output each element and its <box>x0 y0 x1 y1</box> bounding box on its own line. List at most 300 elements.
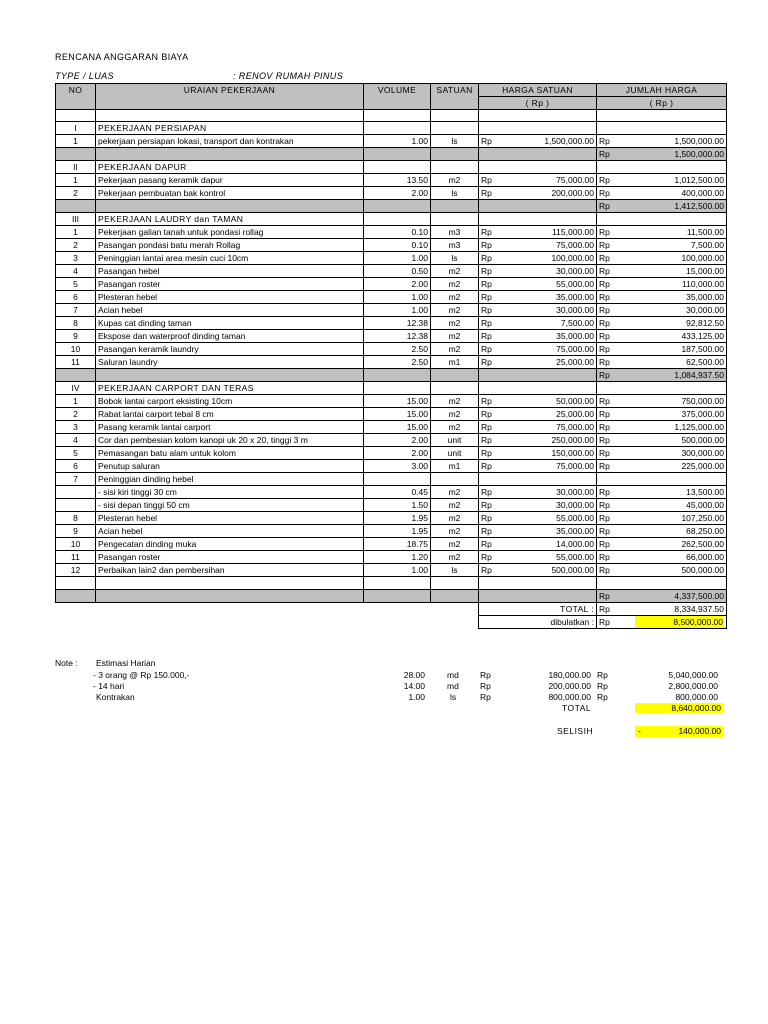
currency-label: Rp <box>481 461 492 472</box>
grand-total-value: 8,334,937.50 <box>674 603 724 614</box>
item-number: 1 <box>56 174 96 187</box>
rounded-total-value: 8,500,000.00 <box>635 616 724 628</box>
item-number: 5 <box>56 447 96 460</box>
item-total <box>597 239 727 252</box>
item-total <box>597 486 727 499</box>
section-title: PEKERJAAN LAUDRY dan TAMAN <box>96 213 364 226</box>
header-uraian: URAIAN PEKERJAAN <box>96 84 364 110</box>
item-number: 4 <box>56 265 96 278</box>
item-number: 5 <box>56 278 96 291</box>
section-subtotal <box>597 200 727 213</box>
currency-label: Rp <box>481 487 492 498</box>
item-unit: m2 <box>431 486 479 499</box>
subtotal-row <box>56 200 727 213</box>
item-volume: 0.10 <box>364 226 431 239</box>
note-row-qty: 14.00 <box>403 681 425 691</box>
note-row-desc: - 14 hari <box>93 681 125 691</box>
currency-label: Rp <box>481 565 492 576</box>
note-row-qty: 1.00 <box>408 692 425 702</box>
table-row <box>56 252 727 265</box>
table-header-row <box>56 84 727 97</box>
project-name: : RENOV RUMAH PINUS <box>233 71 344 81</box>
section-subtotal-value: 1,084,937.50 <box>674 370 724 381</box>
currency-label: Rp <box>599 266 610 277</box>
table-row <box>56 551 727 564</box>
blank-row <box>56 577 727 589</box>
item-unit: ls <box>431 564 479 577</box>
item-price <box>479 395 597 408</box>
item-total-value: 107,250.00 <box>681 513 724 524</box>
item-description: Ekspose dan waterproof dinding taman <box>96 330 364 343</box>
item-number: 3 <box>56 252 96 265</box>
item-total-value: 66,000.00 <box>686 552 724 563</box>
currency-label: Rp <box>599 500 610 511</box>
table-row <box>56 395 727 408</box>
item-total <box>597 317 727 330</box>
item-total-value: 262,500.00 <box>681 539 724 550</box>
item-description: Penutup saluran <box>96 460 364 473</box>
item-price-value: 30,000.00 <box>556 487 594 498</box>
item-unit: m3 <box>431 239 479 252</box>
item-total-value: 92,812.50 <box>686 318 724 329</box>
currency-label: Rp <box>481 422 492 433</box>
item-number: 9 <box>56 525 96 538</box>
subtotal-row <box>56 369 727 382</box>
total-row <box>56 602 727 615</box>
item-price <box>479 499 597 512</box>
item-description: Pekerjaan pembuatan bak kontrol <box>96 187 364 200</box>
item-total <box>597 564 727 577</box>
rounded-row <box>56 615 727 628</box>
item-description: Pasangan roster <box>96 278 364 291</box>
note-row-unit: md <box>447 670 459 680</box>
item-description: Pasangan pondasi batu merah Rollag <box>96 239 364 252</box>
item-total <box>597 265 727 278</box>
subtotal-row <box>56 589 727 602</box>
item-unit: m2 <box>431 395 479 408</box>
item-total-value: 187,500.00 <box>681 344 724 355</box>
item-unit: m2 <box>431 291 479 304</box>
currency-label: Rp <box>481 526 492 537</box>
budget-table <box>55 83 727 629</box>
item-total-value: 400,000.00 <box>681 188 724 199</box>
item-price <box>479 265 597 278</box>
section-header-row <box>56 161 727 174</box>
currency-label: Rp <box>599 513 610 524</box>
item-unit: m2 <box>431 304 479 317</box>
item-total <box>597 252 727 265</box>
table-row <box>56 343 727 356</box>
item-number: 3 <box>56 421 96 434</box>
item-number: 11 <box>56 356 96 369</box>
header-volume: VOLUME <box>364 84 431 110</box>
note-row-total: 800,000.00 <box>675 692 718 702</box>
item-price <box>479 330 597 343</box>
item-volume: 0.45 <box>364 486 431 499</box>
item-unit: ls <box>431 252 479 265</box>
item-description: Saluran laundry <box>96 356 364 369</box>
note-title: Estimasi Harian <box>96 658 156 668</box>
item-number: 4 <box>56 434 96 447</box>
currency-label: Rp <box>481 344 492 355</box>
item-volume: 1.95 <box>364 525 431 538</box>
item-unit <box>431 473 479 486</box>
currency-label: Rp <box>481 318 492 329</box>
note-row-total: 2,800,000.00 <box>668 681 718 691</box>
item-volume: 12.38 <box>364 330 431 343</box>
currency-label: Rp <box>481 136 492 147</box>
item-price <box>479 252 597 265</box>
section-header-row <box>56 382 727 395</box>
item-price <box>479 317 597 330</box>
currency-label: Rp <box>599 565 610 576</box>
item-total <box>597 330 727 343</box>
item-total <box>597 343 727 356</box>
item-number: 1 <box>56 395 96 408</box>
section-subtotal-value: 4,337,500.00 <box>674 590 724 601</box>
table-row <box>56 278 727 291</box>
item-total-value: 13,500.00 <box>686 487 724 498</box>
item-total-value: 100,000.00 <box>681 253 724 264</box>
currency-label: Rp <box>481 513 492 524</box>
table-row <box>56 239 727 252</box>
currency-label: Rp <box>599 201 610 212</box>
section-title: PEKERJAAN PERSIAPAN <box>96 122 364 135</box>
item-price <box>479 174 597 187</box>
selisih-label: SELISIH <box>557 726 594 736</box>
item-description: Cor dan pembesian kolom kanopi uk 20 x 20, tinggi 3 m <box>96 434 364 447</box>
header-jumlah-unit: ( Rp ) <box>597 97 727 110</box>
item-price <box>479 187 597 200</box>
note-row-qty: 28.00 <box>403 670 425 680</box>
currency-label: Rp <box>481 448 492 459</box>
item-volume: 1.95 <box>364 512 431 525</box>
item-price-value: 500,000.00 <box>551 565 594 576</box>
currency-label: Rp <box>599 331 610 342</box>
currency-label: Rp <box>599 253 610 264</box>
currency-label: Rp <box>599 149 610 160</box>
item-price <box>479 460 597 473</box>
currency-label: Rp <box>481 292 492 303</box>
item-volume: 3.00 <box>364 460 431 473</box>
table-row <box>56 473 727 486</box>
currency-label: Rp <box>599 603 610 614</box>
item-unit: m2 <box>431 538 479 551</box>
item-total <box>597 499 727 512</box>
table-row <box>56 187 727 200</box>
currency-label: Rp <box>599 590 610 601</box>
item-price-value: 75,000.00 <box>556 344 594 355</box>
item-unit: m1 <box>431 460 479 473</box>
currency-label: Rp <box>599 552 610 563</box>
item-total-value: 300,000.00 <box>681 448 724 459</box>
item-price-value: 100,000.00 <box>551 253 594 264</box>
currency-label: Rp <box>599 461 610 472</box>
item-description: Acian hebel <box>96 525 364 538</box>
currency-label: Rp <box>481 331 492 342</box>
currency-label: Rp <box>481 396 492 407</box>
item-total <box>597 278 727 291</box>
item-price <box>479 538 597 551</box>
currency-label: Rp <box>481 253 492 264</box>
item-price-value: 25,000.00 <box>556 409 594 420</box>
item-description: Pekerjaan pasang keramik dapur <box>96 174 364 187</box>
item-description: Peninggian dinding hebel <box>96 473 364 486</box>
item-total <box>597 460 727 473</box>
item-volume: 2.50 <box>364 356 431 369</box>
item-total-value: 1,012,500.00 <box>674 175 724 186</box>
item-unit: m2 <box>431 265 479 278</box>
item-price-value: 30,000.00 <box>556 500 594 511</box>
table-row <box>56 434 727 447</box>
type-label: TYPE / LUAS <box>55 71 114 81</box>
item-description: Pasangan roster <box>96 551 364 564</box>
currency-label: Rp <box>599 188 610 199</box>
currency-label: Rp <box>599 539 610 550</box>
note-row-price: 180,000.00 <box>548 670 591 680</box>
section-subtotal <box>597 148 727 161</box>
item-unit: ls <box>431 135 479 148</box>
item-unit: m2 <box>431 317 479 330</box>
table-row <box>56 447 727 460</box>
item-number: 1 <box>56 226 96 239</box>
currency-label: Rp <box>481 188 492 199</box>
currency-label: Rp <box>599 396 610 407</box>
item-volume: 18.75 <box>364 538 431 551</box>
item-unit: m2 <box>431 551 479 564</box>
currency-label: Rp <box>599 370 610 381</box>
document-title: RENCANA ANGGARAN BIAYA <box>55 52 189 62</box>
item-unit: ls <box>431 187 479 200</box>
item-total <box>597 551 727 564</box>
item-number: 11 <box>56 551 96 564</box>
item-price <box>479 343 597 356</box>
item-total-value: 110,000.00 <box>682 279 724 290</box>
item-number: 6 <box>56 291 96 304</box>
item-price-value: 75,000.00 <box>556 240 594 251</box>
currency-label: Rp <box>481 435 492 446</box>
item-description: Kupas cat dinding taman <box>96 317 364 330</box>
section-title: PEKERJAAN DAPUR <box>96 161 364 174</box>
item-total-value: 1,500,000.00 <box>674 136 724 147</box>
item-total <box>597 174 727 187</box>
item-total <box>597 512 727 525</box>
section-subtotal-value: 1,500,000.00 <box>674 149 724 160</box>
note-row-unit: md <box>447 681 459 691</box>
item-description: - sisi depan tinggi 50 cm <box>96 499 364 512</box>
item-unit: m2 <box>431 408 479 421</box>
item-price-value: 115,000.00 <box>552 227 594 238</box>
item-price-value: 35,000.00 <box>556 292 594 303</box>
item-price-value: 150,000.00 <box>551 448 594 459</box>
item-volume: 2.00 <box>364 278 431 291</box>
item-price-value: 75,000.00 <box>556 175 594 186</box>
item-number: 10 <box>56 343 96 356</box>
item-price <box>479 135 597 148</box>
currency-label: Rp <box>599 279 610 290</box>
item-number: 7 <box>56 304 96 317</box>
section-title: PEKERJAAN CARPORT DAN TERAS <box>96 382 364 395</box>
item-description: Perbaikan lain2 dan pembersihan <box>96 564 364 577</box>
item-total-value: 68,250.00 <box>686 526 724 537</box>
item-number: 8 <box>56 512 96 525</box>
note-row-price: 800,000.00 <box>548 692 591 702</box>
item-description: Pengecatan dinding muka <box>96 538 364 551</box>
note-row-cur: Rp <box>480 670 491 680</box>
item-price <box>479 512 597 525</box>
item-price-value: 75,000.00 <box>556 422 594 433</box>
item-number <box>56 499 96 512</box>
item-total-value: 433,125.00 <box>681 331 724 342</box>
currency-label: Rp <box>481 552 492 563</box>
item-unit: m2 <box>431 174 479 187</box>
item-price <box>479 525 597 538</box>
item-number: 7 <box>56 473 96 486</box>
item-description: Pemasangan batu alam untuk kolom <box>96 447 364 460</box>
section-number: III <box>56 213 96 226</box>
item-price <box>479 434 597 447</box>
item-price-value: 50,000.00 <box>556 396 594 407</box>
currency-label: Rp <box>599 448 610 459</box>
item-number <box>56 486 96 499</box>
item-unit: m3 <box>431 226 479 239</box>
item-number: 2 <box>56 187 96 200</box>
item-volume: 13.50 <box>364 174 431 187</box>
table-row <box>56 421 727 434</box>
blank-row <box>56 110 727 122</box>
item-volume: 15.00 <box>364 421 431 434</box>
item-number: 2 <box>56 408 96 421</box>
item-total <box>597 434 727 447</box>
note-label: Note : <box>55 658 78 668</box>
item-unit: m2 <box>431 421 479 434</box>
item-total <box>597 525 727 538</box>
item-price-value: 75,000.00 <box>556 461 594 472</box>
item-unit: unit <box>431 434 479 447</box>
item-volume: 1.00 <box>364 291 431 304</box>
item-price <box>479 278 597 291</box>
item-total <box>597 538 727 551</box>
note-row-cur2: Rp <box>597 681 608 691</box>
note-section <box>55 658 735 748</box>
item-description: Pasangan hebel <box>96 265 364 278</box>
item-description: Rabat lantai carport tebal 8 cm <box>96 408 364 421</box>
item-description: Pasang keramik lantai carport <box>96 421 364 434</box>
header-harga-unit: ( Rp ) <box>479 97 597 110</box>
note-row-cur2: Rp <box>597 692 608 702</box>
table-row <box>56 135 727 148</box>
rounded-total <box>597 615 727 628</box>
item-description: Acian hebel <box>96 304 364 317</box>
item-price <box>479 551 597 564</box>
table-row <box>56 226 727 239</box>
item-volume: 2.50 <box>364 343 431 356</box>
item-unit: m2 <box>431 343 479 356</box>
item-price-value: 30,000.00 <box>556 266 594 277</box>
currency-label: Rp <box>599 227 610 238</box>
selisih-sign: - <box>638 726 641 736</box>
item-price <box>479 408 597 421</box>
item-total-value: 375,000.00 <box>681 409 724 420</box>
item-total-value: 7,500.00 <box>690 240 724 251</box>
item-price-value: 200,000.00 <box>551 188 594 199</box>
item-description: Pekerjaan galian tanah untuk pondasi rollag <box>96 226 364 239</box>
currency-label: Rp <box>599 357 610 368</box>
item-total-value: 62,500.00 <box>686 357 724 368</box>
item-total-value: 500,000.00 <box>681 435 724 446</box>
selisih-value: 140,000.00 <box>678 726 721 736</box>
subtotal-row <box>56 148 727 161</box>
item-unit: m2 <box>431 330 479 343</box>
item-total-value: 750,000.00 <box>681 396 724 407</box>
item-volume: 2.00 <box>364 447 431 460</box>
item-unit: m2 <box>431 512 479 525</box>
item-volume: 15.00 <box>364 395 431 408</box>
item-number: 2 <box>56 239 96 252</box>
item-volume: 1.20 <box>364 551 431 564</box>
item-unit: m2 <box>431 278 479 291</box>
item-total <box>597 291 727 304</box>
item-volume <box>364 473 431 486</box>
item-volume: 2.00 <box>364 434 431 447</box>
item-total-value: 11,500.00 <box>686 227 724 238</box>
item-volume: 1.00 <box>364 252 431 265</box>
selisih-highlight <box>635 726 723 737</box>
currency-label: Rp <box>599 175 610 186</box>
item-volume: 1.50 <box>364 499 431 512</box>
item-number: 6 <box>56 460 96 473</box>
item-price <box>479 356 597 369</box>
currency-label: Rp <box>481 357 492 368</box>
table-row <box>56 304 727 317</box>
item-number: 12 <box>56 564 96 577</box>
currency-label: Rp <box>599 435 610 446</box>
item-total <box>597 135 727 148</box>
item-price-value: 55,000.00 <box>556 513 594 524</box>
item-unit: m1 <box>431 356 479 369</box>
currency-label: Rp <box>481 227 492 238</box>
item-price <box>479 421 597 434</box>
item-price-value: 250,000.00 <box>551 435 594 446</box>
note-row-cur: Rp <box>480 681 491 691</box>
section-number: II <box>56 161 96 174</box>
item-price <box>479 564 597 577</box>
currency-label: Rp <box>481 539 492 550</box>
item-price <box>479 304 597 317</box>
section-subtotal <box>597 369 727 382</box>
table-row <box>56 538 727 551</box>
item-volume: 12.38 <box>364 317 431 330</box>
item-volume: 0.50 <box>364 265 431 278</box>
item-total-value: 15,000.00 <box>686 266 724 277</box>
table-row <box>56 330 727 343</box>
note-row-desc: Kontrakan <box>96 692 135 702</box>
item-price <box>479 447 597 460</box>
item-price-value: 7,500.00 <box>560 318 594 329</box>
item-price-value: 25,000.00 <box>556 357 594 368</box>
item-volume: 0.10 <box>364 239 431 252</box>
item-price <box>479 486 597 499</box>
item-unit: m2 <box>431 525 479 538</box>
item-number: 10 <box>56 538 96 551</box>
note-total-label: TOTAL <box>562 703 592 713</box>
item-description: Peninggian lantai area mesin cuci 10cm <box>96 252 364 265</box>
note-row-unit: ls <box>450 692 457 702</box>
item-price-value: 30,000.00 <box>556 305 594 316</box>
item-total-value: 35,000.00 <box>686 292 724 303</box>
total-label: TOTAL : <box>479 602 597 615</box>
item-price <box>479 291 597 304</box>
